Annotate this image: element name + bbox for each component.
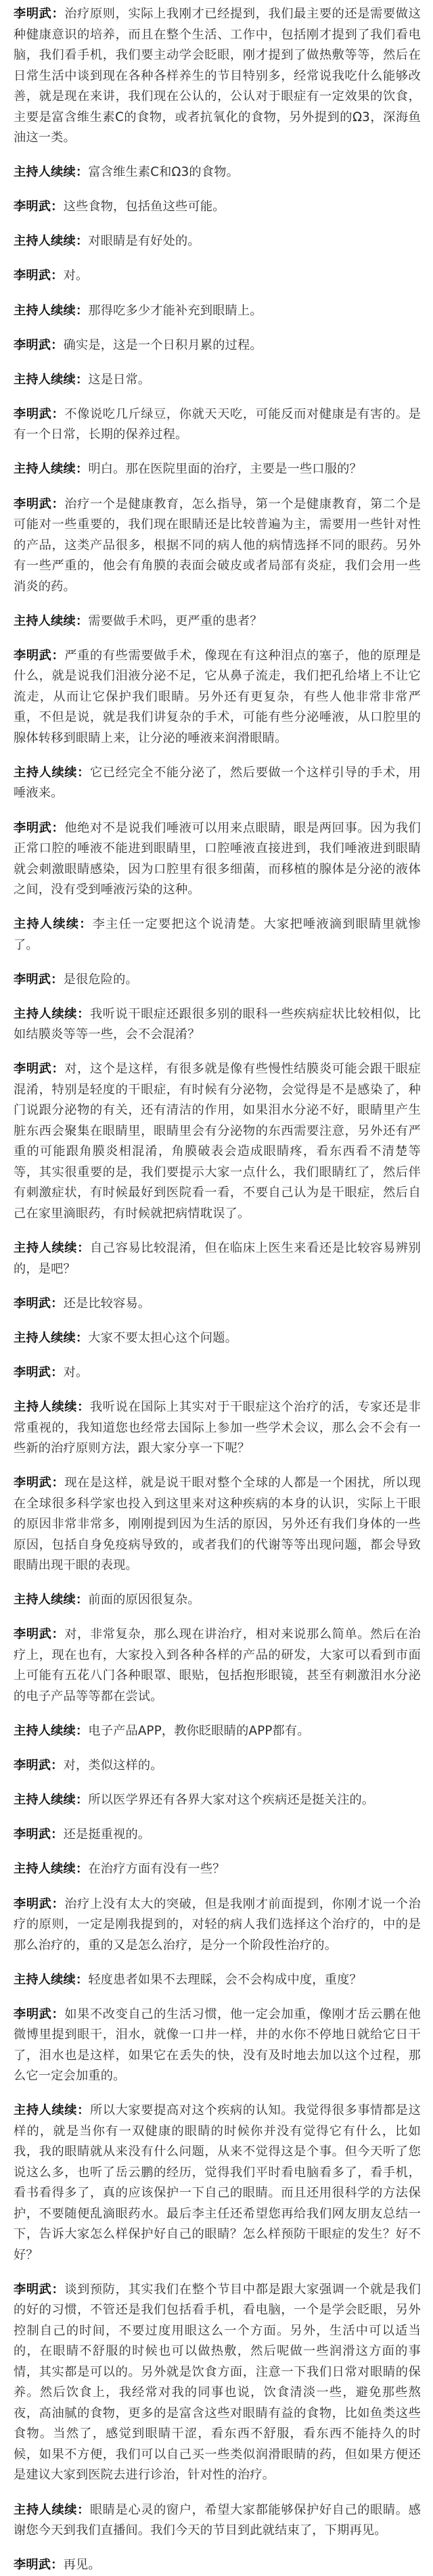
utterance-text: 前面的原因很复杂。 [88, 1593, 200, 1608]
utterance-text: 不像说吃几斤绿豆，你就天天吃，可能反而对健康是有害的。是有一个日常，长期的保养过程。 [14, 406, 421, 442]
speaker-name: 李明武： [14, 7, 65, 21]
speaker-name: 李明武： [14, 200, 64, 214]
speaker-name: 主持人续续： [14, 1006, 90, 1021]
transcript-paragraph [14, 1970, 421, 1991]
speaker-name: 主持人续续： [14, 1241, 90, 1256]
utterance-text: 他绝对不是说我们唾液可以用来点眼睛，眼是两回事。因为我们正常口腔的唾液不能进到眼睛里，口腔唾液直接进到，我们唾液进到眼睛就会刺激眼睛感染，因为口腔里有很多细菌，而移植的腺体是分泌的液体之间，没有受到唾液污染的这种。 [14, 820, 421, 897]
transcript-paragraph [14, 1328, 421, 1349]
utterance-text: 谈到预防，其实我们在整个节目中都是跟大家强调一个就是我们的好的习惯，不管还是我们包括看手机，看电脑，一个是学会眨眼，另外控制自己的时间，不要过度用眼这么一个方面。另外，生活中可以适当的，在眼睛不舒服的时候也可以做热敷，然后呢做一些润滑这方面的事情，其实都是可以的。另外就是饮食方面，注意一下我们日常对眼睛的保养。然后饮食上，我经常对我的同事也说，饮食清淡一些，避免那些熬夜，高油腻的食物，更多的是富含这些对眼睛有益的食物，比如鱼类这些食物。当然了，感觉到眼睛干涩，看东西不舒服，看东西不能持久的时候，如果不方便，我们可以自己买一些类似润滑眼睛的药，但如果方便还是建议大家到医院去进行诊治，针对性的治疗。 [14, 2282, 421, 2483]
transcript-paragraph [14, 1894, 421, 1957]
speaker-name: 主持人续续： [14, 1793, 89, 1808]
speaker-name: 李明武： [14, 1758, 64, 1773]
utterance-text: 治疗上没有太大的突破，但是我刚才前面提到，你刚才说一个治疗的原则，一定是刚我提到的，对轻的病人我们选择这个治疗的，中的是那么治疗的，重的又是怎么治疗，是分一个阶段性治疗的。 [14, 1896, 421, 1952]
speaker-name: 李明武： [14, 337, 64, 352]
utterance-text: 需要做手术吗，更严重的患者？ [88, 613, 263, 628]
transcript-paragraph [14, 1294, 421, 1315]
utterance-text: 对眼睛是有好处的。 [88, 234, 200, 249]
transcript-paragraph [14, 2101, 421, 2266]
transcript-paragraph [14, 459, 421, 480]
speaker-name: 主持人续续： [14, 234, 89, 249]
utterance-text: 还是比较容易。 [63, 1296, 151, 1311]
transcript-paragraph [14, 611, 421, 632]
speaker-name: 李明武： [14, 1627, 65, 1642]
utterance-text: 现在是这样，就是说干眼对整个全球的人都是一个困扰，所以现在全球很多科学家也投入到这里来对这种疾病的本身的认识，实际上干眼的原因非常非常多，刚刚提到因为生活的原因，另外还有我们身体的一些原因，包括自身免疫病导致的，或者我们的代谢等等出现问题，都会导致眼睛出现干眼的表现。 [14, 1476, 421, 1573]
speaker-name: 李明武： [14, 1062, 65, 1077]
speaker-name: 李明武： [14, 2558, 64, 2573]
utterance-text: 对。 [63, 1365, 89, 1380]
transcript-paragraph [14, 4, 421, 149]
transcript-paragraph [14, 2280, 421, 2486]
speaker-name: 主持人续续： [14, 1593, 89, 1608]
utterance-text: 是很危险的。 [63, 972, 138, 987]
speaker-name: 主持人续续： [14, 165, 89, 180]
transcript-paragraph [14, 404, 421, 446]
utterance-text: 还是挺重视的。 [63, 1827, 151, 1842]
utterance-text: 明白。那在医院里面的治疗，主要是一些口服的？ [88, 462, 362, 477]
speaker-name: 主持人续续： [14, 917, 93, 932]
speaker-name: 主持人续续： [14, 1330, 89, 1345]
speaker-name: 主持人续续： [14, 1723, 89, 1738]
transcript-paragraph [14, 646, 421, 749]
speaker-name: 主持人续续： [14, 1400, 90, 1415]
utterance-text: 如果不改变自己的生活习惯，他一定会加重，像刚才岳云鹏在他微博里提到眼干，泪水，就像一口井一样，井的水你不停地日就给它日干了，泪水也是这样，如果它在丢失的快，没有及时地去加以这个过程，那么它一定会加重的。 [14, 2007, 421, 2084]
speaker-name: 主持人续续： [14, 303, 89, 318]
transcript-paragraph [14, 1624, 421, 1707]
transcript-paragraph [14, 2500, 421, 2542]
speaker-name: 主持人续续： [14, 613, 89, 628]
utterance-text: 这些食物，包括鱼这些可能。 [63, 200, 225, 214]
transcript-paragraph [14, 1859, 421, 1880]
transcript-paragraph [14, 266, 421, 287]
utterance-text: 大家不要太担心这个问题。 [88, 1330, 237, 1345]
transcript-paragraph [14, 914, 421, 956]
transcript-paragraph [14, 494, 421, 598]
utterance-text: 那得吃多少才能补充到眼睛上。 [88, 303, 263, 318]
speaker-name: 李明武： [14, 2282, 65, 2297]
utterance-text: 在治疗方面有没有一些？ [88, 1862, 225, 1877]
utterance-text: 对，这个是这样，有很多就是像有些慢性结膜炎可能会跟干眼症混淆，特别是轻度的干眼症，有时候有分泌物，会觉得是不是感染了，种门说跟分泌物的有关，还有清洁的作用，如果泪水分泌不好，眼睛里产生脏东西会聚集在眼睛里，眼睛里会有分泌物的东西需要注意，另外还有严重的可能跟角膜炎相混淆，角膜破表会造成眼睛疼，看东西看不清楚等等，其实很重要的是，我们要提示大家一点什么，我们眼睛红了，然后伴有刺激症状，有时候最好到医院看一看，不要自己认为是干眼症，然后自己在家里滴眼药，有时候就把病情耽误了。 [14, 1062, 421, 1221]
speaker-name: 李明武： [14, 972, 64, 987]
transcript-paragraph [14, 370, 421, 391]
utterance-text: 治疗一个是健康教育，怎么指导，第一个是健康教育，第二个是可能对一些重要的，我们现在眼睛还是比较普遍为主，需要用一些针对性的产品，这类产品很多，根据不同的病人他的病情选择不同的眼药。另外有一些严重的，他会有角膜的表面会破皮或者局部有炎症，我们会用一些消炎的药。 [14, 496, 421, 594]
utterance-text: 对，非常复杂，那么现在讲治疗，相对来说那么简单。然后在治疗上，现在也有，大家投入到各种各样的产品的研发，大家可以看到市面上可能有五花八门各种眼罩、眼贴，包括抱形眼镜，甚至有刺激泪水分泌的电子产品等等都在尝试。 [14, 1627, 421, 1704]
transcript-paragraph [14, 197, 421, 218]
speaker-name: 李明武： [14, 1296, 64, 1311]
transcript-paragraph [14, 1397, 421, 1459]
utterance-text: 我听说干眼症还跟很多别的眼科一些疾病症状比较相似，比如结膜炎等等一些，会不会混淆？ [14, 1006, 421, 1042]
utterance-text: 治疗原则，实际上我刚才已经提到，我们最主要的还是需要做这种健康意识的培养，而且在整个生活、工作中，包括刚才提到了我们看电脑，我们看手机，我们要主动学会眨眼，刚才提到了做热敷等等，然后在日常生活中谈到现在各种各样养生的节目特别多，经常说我吃什么能够改善，就是现在来讲，我们现在公认的，公认对于眼症有一定效果的饮食，主要是富含维生素C的食物，或者抗氧化的食物，另外提到的Ω3，深海鱼油这一类。 [14, 7, 421, 145]
speaker-name: 李明武： [14, 648, 65, 663]
utterance-text: 再见。 [63, 2558, 101, 2573]
transcript-paragraph [14, 1059, 421, 1224]
speaker-name: 李明武： [14, 1365, 64, 1380]
speaker-name: 主持人续续： [14, 372, 89, 387]
transcript-paragraph [14, 1473, 421, 1576]
speaker-name: 李明武： [14, 1827, 64, 1842]
utterance-text: 严重的有些需要做手术，像现在有这种泪点的塞子，他的原理是什么，就是说我们泪液分泌不足，它从鼻子流走，我们把孔给堵上不让它流走，从而让它保护我们眼睛。另外还有更复杂，有些人他非常非常严重，不但是说，就是我们讲复杂的手术，可能有些分泌唾液，从口腔里的腺体转移到眼睛上来，让分泌的唾液来润滑眼睛。 [14, 648, 421, 745]
utterance-text: 富含维生素C和Ω3的食物。 [88, 165, 239, 180]
transcript-paragraph [14, 1721, 421, 1742]
utterance-text: 对，类似这样的。 [63, 1758, 163, 1773]
speaker-name: 李明武： [14, 1476, 65, 1491]
speaker-name: 主持人续续： [14, 2103, 90, 2118]
speaker-name: 李明武： [14, 2007, 65, 2021]
transcript-paragraph [14, 1825, 421, 1846]
utterance-text: 它已经完全不能分泌了，然后要做一个这样引导的手术，用唾液来。 [14, 765, 421, 801]
speaker-name: 李明武： [14, 1896, 65, 1911]
transcript-paragraph [14, 1238, 421, 1280]
speaker-name: 李明武： [14, 406, 65, 421]
utterance-text: 所以医学界还有各界大家对这个疾病还是挺关注的。 [88, 1793, 375, 1808]
transcript-paragraph [14, 2005, 421, 2087]
transcript-paragraph [14, 1004, 421, 1046]
transcript-paragraph [14, 1790, 421, 1811]
transcript-paragraph [14, 335, 421, 356]
transcript-paragraph [14, 301, 421, 322]
utterance-text: 我听说在国际上其实对于干眼症这个治疗的活，专家还是非常重视的，我知道您也经常去国际上参加一些学术会议，那么会不会有一些新的治疗原则方法，跟大家分享一下呢？ [14, 1400, 421, 1456]
utterance-text: 所以大家要提高对这个疾病的认知。我觉得很多事情都是这样的，就是当你有一双健康的眼睛的时候你并没有觉得它有什么，比如我，我的眼睛就从来没有什么问题，从来不觉得这是个事。但今天听了您说这么多，也听了岳云鹏的经历，觉得我们平时看电脑看多了，看手机，看书看得多了，真的应该保护一下自己的眼睛。而且还用很科学的方法保护，不要随便乱滴眼药水。最后李主任还希望您再给我们网友朋友总结一下，告诉大家怎么样保护好自己的眼睛？怎么样预防干眼症的发生？好不好？ [14, 2103, 421, 2262]
speaker-name: 李明武： [14, 268, 64, 283]
utterance-text: 眼睛是心灵的窗户，希望大家都能够保护好自己的眼睛。感谢您今天到我们直播间。我们今天的节目到此就结束了，下期再见。 [14, 2502, 421, 2538]
utterance-text: 李主任一定要把这个说清楚。大家把唾液滴到眼睛里就惨了。 [14, 917, 421, 952]
transcript-paragraph [14, 1756, 421, 1777]
utterance-text: 自己容易比较混淆，但在临床上医生来看还是比较容易辨别的，是吧？ [14, 1241, 421, 1276]
utterance-text: 电子产品APP，教你眨眼睛的APP都有。 [88, 1723, 310, 1738]
speaker-name: 李明武： [14, 496, 65, 511]
transcript-paragraph [14, 1590, 421, 1611]
transcript-paragraph [14, 818, 421, 901]
speaker-name: 李明武： [14, 820, 65, 835]
transcript-paragraph [14, 231, 421, 252]
transcript-paragraph [14, 162, 421, 183]
transcript-paragraph [14, 1363, 421, 1384]
speaker-name: 主持人续续： [14, 462, 89, 477]
utterance-text: 轻度患者如果不去理睬，会不会构成中度，重度？ [88, 1972, 362, 1987]
speaker-name: 主持人续续： [14, 1862, 89, 1877]
utterance-text: 对。 [63, 268, 89, 283]
speaker-name: 主持人续续： [14, 2502, 90, 2517]
utterance-text: 这是日常。 [88, 372, 151, 387]
transcript-paragraph [14, 970, 421, 991]
speaker-name: 主持人续续： [14, 765, 90, 780]
speaker-name: 主持人续续： [14, 1972, 89, 1987]
utterance-text: 确实是，这是一个日积月累的过程。 [63, 337, 263, 352]
transcript-paragraph [14, 763, 421, 804]
transcript-paragraph [14, 2555, 421, 2576]
